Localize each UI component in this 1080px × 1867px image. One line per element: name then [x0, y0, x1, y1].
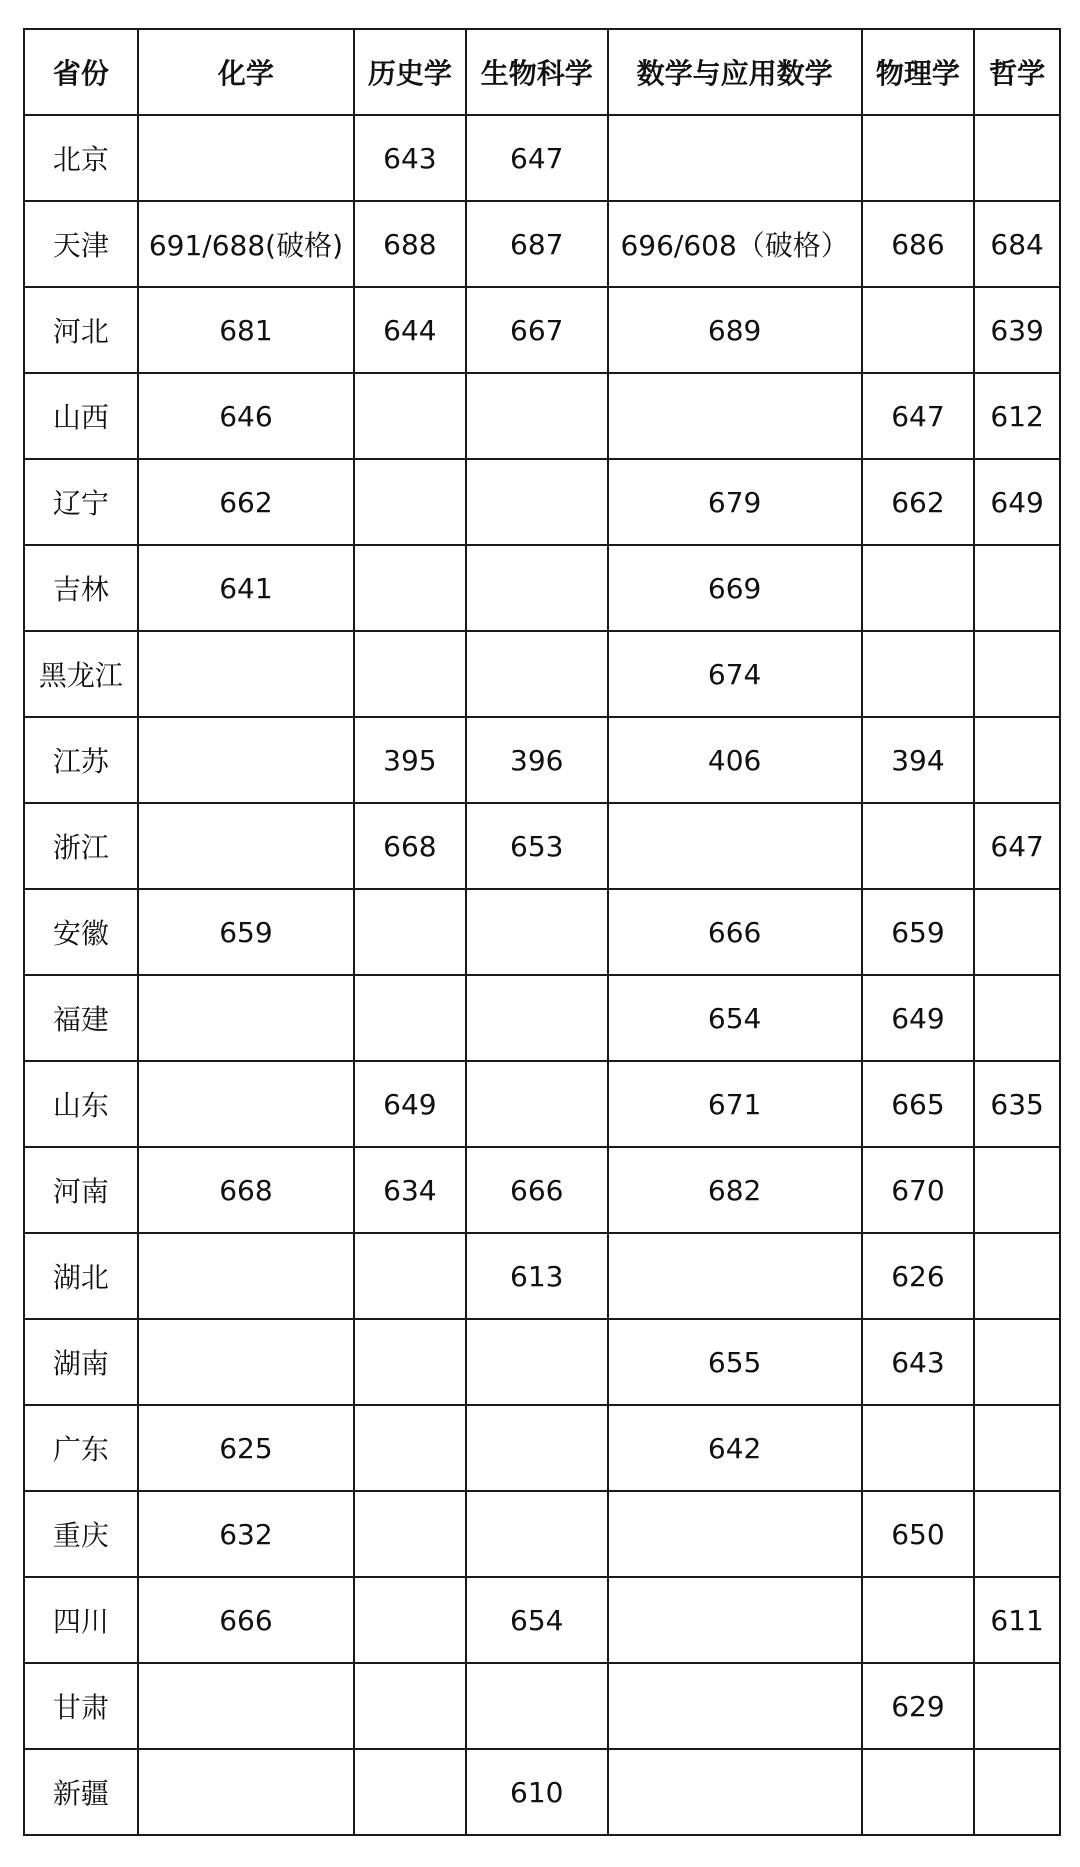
biology-cell — [466, 459, 608, 545]
physics-cell: 626 — [862, 1233, 975, 1319]
table-row — [24, 201, 1060, 287]
biology-cell — [466, 975, 608, 1061]
chemistry-cell — [138, 1233, 354, 1319]
philosophy-cell: 639 — [974, 287, 1060, 373]
table-row — [24, 459, 1060, 545]
header-history: 历史学 — [354, 29, 466, 115]
mathematics-cell — [608, 373, 862, 459]
table-row — [24, 1663, 1060, 1749]
physics-cell: 629 — [862, 1663, 975, 1749]
physics-cell: 665 — [862, 1061, 975, 1147]
biology-cell: 687 — [466, 201, 608, 287]
score-table-container — [23, 28, 1061, 1836]
mathematics-cell: 666 — [608, 889, 862, 975]
table-row — [24, 975, 1060, 1061]
province-cell: 湖南 — [24, 1319, 138, 1405]
chemistry-cell: 659 — [138, 889, 354, 975]
province-cell: 广东 — [24, 1405, 138, 1491]
province-cell: 河南 — [24, 1147, 138, 1233]
philosophy-cell: 684 — [974, 201, 1060, 287]
header-philosophy: 哲学 — [974, 29, 1060, 115]
philosophy-cell: 611 — [974, 1577, 1060, 1663]
philosophy-cell: 612 — [974, 373, 1060, 459]
philosophy-cell: 647 — [974, 803, 1060, 889]
philosophy-cell — [974, 1405, 1060, 1491]
philosophy-cell: 635 — [974, 1061, 1060, 1147]
biology-cell — [466, 373, 608, 459]
history-cell — [354, 373, 466, 459]
biology-cell: 667 — [466, 287, 608, 373]
mathematics-cell: 406 — [608, 717, 862, 803]
history-cell: 634 — [354, 1147, 466, 1233]
table-row — [24, 1405, 1060, 1491]
biology-cell — [466, 1491, 608, 1577]
philosophy-cell — [974, 717, 1060, 803]
history-cell — [354, 631, 466, 717]
header-province: 省份 — [24, 29, 138, 115]
province-cell: 安徽 — [24, 889, 138, 975]
physics-cell: 647 — [862, 373, 975, 459]
biology-cell — [466, 545, 608, 631]
chemistry-cell: 662 — [138, 459, 354, 545]
physics-cell — [862, 1405, 975, 1491]
province-cell: 北京 — [24, 115, 138, 201]
biology-cell: 613 — [466, 1233, 608, 1319]
mathematics-cell: 671 — [608, 1061, 862, 1147]
table-row — [24, 1233, 1060, 1319]
mathematics-cell: 642 — [608, 1405, 862, 1491]
history-cell — [354, 889, 466, 975]
biology-cell — [466, 1663, 608, 1749]
biology-cell: 396 — [466, 717, 608, 803]
philosophy-cell — [974, 631, 1060, 717]
table-row — [24, 631, 1060, 717]
history-cell: 395 — [354, 717, 466, 803]
biology-cell: 653 — [466, 803, 608, 889]
chemistry-cell — [138, 803, 354, 889]
chemistry-cell: 666 — [138, 1577, 354, 1663]
chemistry-cell — [138, 1061, 354, 1147]
mathematics-cell: 696/608（破格） — [608, 201, 862, 287]
table-row — [24, 545, 1060, 631]
biology-cell — [466, 631, 608, 717]
province-cell: 黑龙江 — [24, 631, 138, 717]
history-cell — [354, 1491, 466, 1577]
biology-cell: 647 — [466, 115, 608, 201]
chemistry-cell: 668 — [138, 1147, 354, 1233]
physics-cell — [862, 803, 975, 889]
mathematics-cell — [608, 803, 862, 889]
header-physics: 物理学 — [862, 29, 975, 115]
philosophy-cell — [974, 1663, 1060, 1749]
province-cell: 福建 — [24, 975, 138, 1061]
biology-cell: 654 — [466, 1577, 608, 1663]
mathematics-cell — [608, 1233, 862, 1319]
physics-cell: 650 — [862, 1491, 975, 1577]
header-chemistry: 化学 — [138, 29, 354, 115]
table-row — [24, 1319, 1060, 1405]
history-cell — [354, 1577, 466, 1663]
biology-cell: 610 — [466, 1749, 608, 1835]
physics-cell: 643 — [862, 1319, 975, 1405]
chemistry-cell — [138, 975, 354, 1061]
chemistry-cell — [138, 631, 354, 717]
table-row — [24, 1491, 1060, 1577]
mathematics-cell: 679 — [608, 459, 862, 545]
history-cell: 649 — [354, 1061, 466, 1147]
history-cell: 644 — [354, 287, 466, 373]
province-cell: 河北 — [24, 287, 138, 373]
mathematics-cell — [608, 1491, 862, 1577]
chemistry-cell — [138, 1663, 354, 1749]
philosophy-cell — [974, 1491, 1060, 1577]
chemistry-cell: 641 — [138, 545, 354, 631]
score-table — [23, 28, 1061, 1836]
philosophy-cell — [974, 545, 1060, 631]
biology-cell — [466, 889, 608, 975]
chemistry-cell: 691/688(破格) — [138, 201, 354, 287]
chemistry-cell — [138, 1749, 354, 1835]
physics-cell — [862, 287, 975, 373]
history-cell — [354, 975, 466, 1061]
biology-cell — [466, 1319, 608, 1405]
table-row — [24, 1577, 1060, 1663]
physics-cell: 670 — [862, 1147, 975, 1233]
history-cell — [354, 1405, 466, 1491]
mathematics-cell: 654 — [608, 975, 862, 1061]
physics-cell: 662 — [862, 459, 975, 545]
philosophy-cell — [974, 1233, 1060, 1319]
physics-cell — [862, 115, 975, 201]
history-cell: 688 — [354, 201, 466, 287]
province-cell: 新疆 — [24, 1749, 138, 1835]
province-cell: 四川 — [24, 1577, 138, 1663]
table-row — [24, 889, 1060, 975]
biology-cell — [466, 1405, 608, 1491]
philosophy-cell: 649 — [974, 459, 1060, 545]
mathematics-cell — [608, 1577, 862, 1663]
philosophy-cell — [974, 975, 1060, 1061]
province-cell: 江苏 — [24, 717, 138, 803]
biology-cell: 666 — [466, 1147, 608, 1233]
chemistry-cell: 632 — [138, 1491, 354, 1577]
philosophy-cell — [974, 1319, 1060, 1405]
table-row — [24, 1061, 1060, 1147]
mathematics-cell: 655 — [608, 1319, 862, 1405]
chemistry-cell: 625 — [138, 1405, 354, 1491]
physics-cell: 649 — [862, 975, 975, 1061]
mathematics-cell — [608, 115, 862, 201]
mathematics-cell: 674 — [608, 631, 862, 717]
chemistry-cell — [138, 1319, 354, 1405]
chemistry-cell — [138, 115, 354, 201]
province-cell: 天津 — [24, 201, 138, 287]
province-cell: 甘肃 — [24, 1663, 138, 1749]
table-row — [24, 1749, 1060, 1835]
philosophy-cell — [974, 115, 1060, 201]
chemistry-cell — [138, 717, 354, 803]
mathematics-cell: 689 — [608, 287, 862, 373]
history-cell — [354, 459, 466, 545]
table-row — [24, 373, 1060, 459]
history-cell — [354, 1663, 466, 1749]
table-row — [24, 1147, 1060, 1233]
physics-cell — [862, 1577, 975, 1663]
history-cell — [354, 1233, 466, 1319]
header-mathematics: 数学与应用数学 — [608, 29, 862, 115]
province-cell: 山西 — [24, 373, 138, 459]
mathematics-cell: 669 — [608, 545, 862, 631]
history-cell — [354, 1319, 466, 1405]
philosophy-cell — [974, 1749, 1060, 1835]
table-row — [24, 287, 1060, 373]
mathematics-cell: 682 — [608, 1147, 862, 1233]
history-cell — [354, 545, 466, 631]
province-cell: 浙江 — [24, 803, 138, 889]
chemistry-cell: 646 — [138, 373, 354, 459]
header-biology: 生物科学 — [466, 29, 608, 115]
physics-cell — [862, 1749, 975, 1835]
mathematics-cell — [608, 1663, 862, 1749]
province-cell: 吉林 — [24, 545, 138, 631]
table-row — [24, 115, 1060, 201]
mathematics-cell — [608, 1749, 862, 1835]
table-row — [24, 717, 1060, 803]
physics-cell — [862, 545, 975, 631]
physics-cell: 686 — [862, 201, 975, 287]
chemistry-cell: 681 — [138, 287, 354, 373]
header-row — [24, 29, 1060, 115]
history-cell — [354, 1749, 466, 1835]
philosophy-cell — [974, 1147, 1060, 1233]
province-cell: 山东 — [24, 1061, 138, 1147]
biology-cell — [466, 1061, 608, 1147]
province-cell: 辽宁 — [24, 459, 138, 545]
physics-cell: 659 — [862, 889, 975, 975]
physics-cell: 394 — [862, 717, 975, 803]
table-row — [24, 803, 1060, 889]
province-cell: 湖北 — [24, 1233, 138, 1319]
philosophy-cell — [974, 889, 1060, 975]
history-cell: 643 — [354, 115, 466, 201]
history-cell: 668 — [354, 803, 466, 889]
province-cell: 重庆 — [24, 1491, 138, 1577]
physics-cell — [862, 631, 975, 717]
